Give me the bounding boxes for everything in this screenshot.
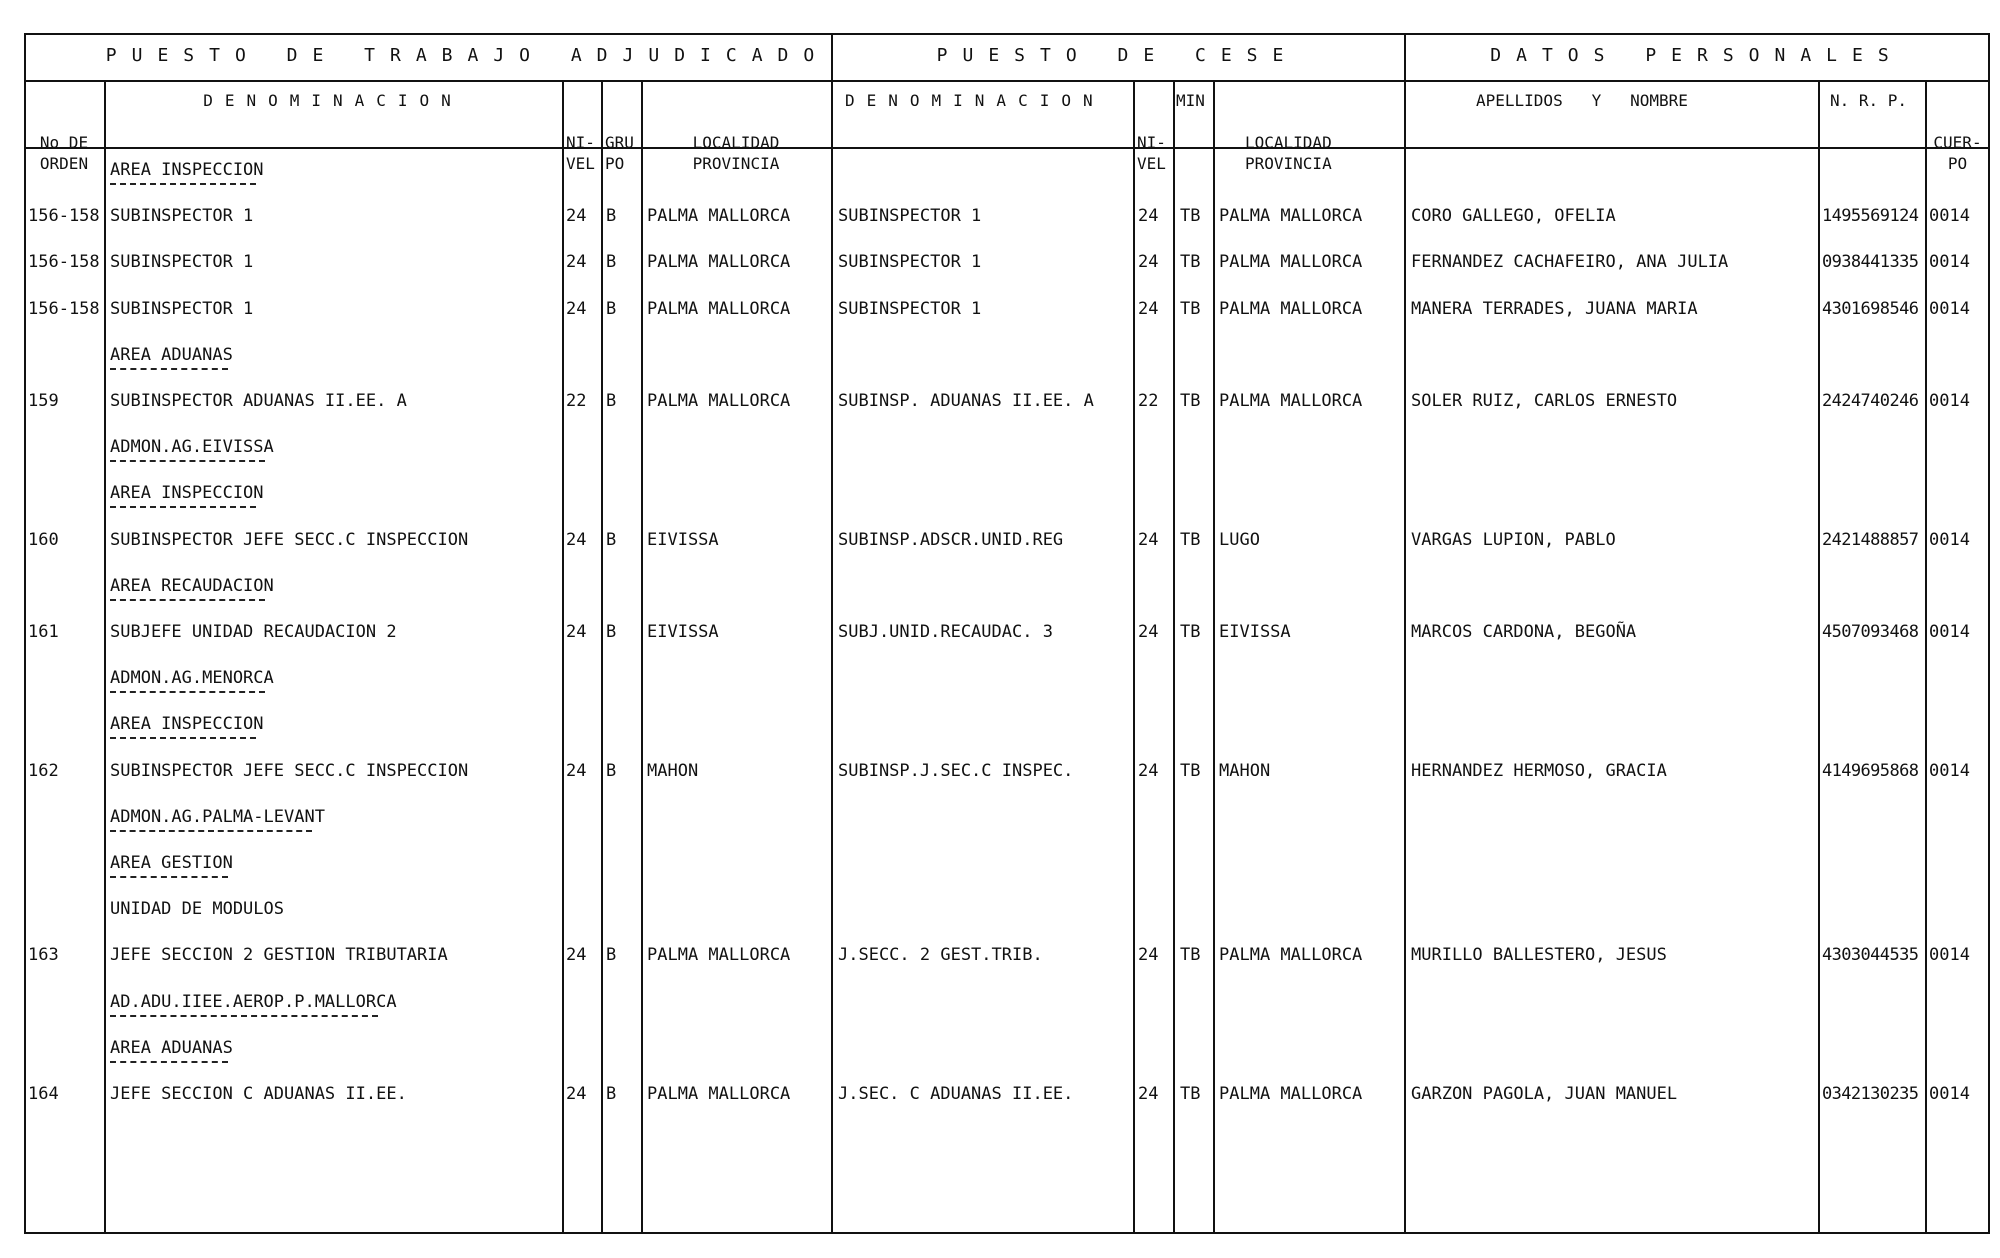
cell-grupo: B (606, 206, 617, 226)
column-separator (1818, 80, 1820, 1234)
cell-nrp: 4149695868 (1822, 761, 1919, 781)
cell-nombre: VARGAS LUPION, PABLO (1411, 530, 1616, 550)
cell-nombre: MARCOS CARDONA, BEGOÑA (1411, 622, 1637, 642)
header-min: MIN (1176, 91, 1205, 110)
section-label: AREA RECAUDACION (110, 576, 274, 596)
cell-cuerpo: 0014 (1929, 761, 1970, 781)
section-label: AREA ADUANAS (110, 345, 233, 365)
cell-nombre: HERNANDEZ HERMOSO, GRACIA (1411, 761, 1667, 781)
column-separator (641, 80, 643, 1234)
section-label: AREA GESTION (110, 853, 233, 873)
section-label: ADMON.AG.EIVISSA (110, 437, 274, 457)
section-underline (110, 183, 256, 185)
cell-nivel-cese: 24 (1138, 945, 1159, 965)
column-separator (562, 80, 564, 1234)
column-header-rule (24, 147, 1990, 149)
cell-nrp: 1495569124 (1822, 206, 1919, 226)
cell-denom-adj: JEFE SECCION 2 GESTION TRIBUTARIA (110, 945, 448, 965)
header-apellidos-nombre: APELLIDOS Y NOMBRE (1476, 91, 1688, 110)
column-separator (104, 80, 106, 1234)
cell-min: TB (1180, 622, 1201, 642)
cell-loc-cese: PALMA MALLORCA (1219, 391, 1363, 411)
group-separator (1404, 33, 1406, 1234)
cell-nombre: CORO GALLEGO, OFELIA (1411, 206, 1616, 226)
cell-nombre: MANERA TERRADES, JUANA MARIA (1411, 299, 1698, 319)
cell-denom-adj: SUBINSPECTOR 1 (110, 299, 254, 319)
header-localidad-cese: LOCALIDAD PROVINCIA (1245, 133, 1332, 173)
column-separator (1173, 80, 1175, 1234)
cell-nivel-cese: 24 (1138, 1084, 1159, 1104)
cell-min: TB (1180, 945, 1201, 965)
cell-orden: 160 (28, 530, 59, 550)
cell-loc-adj: PALMA MALLORCA (647, 391, 791, 411)
group-header-cese: PUESTO DE CESE (936, 45, 1299, 66)
cell-denom-cese: J.SEC. C ADUANAS II.EE. (838, 1084, 1074, 1104)
section-label: ADMON.AG.PALMA-LEVANT (110, 807, 325, 827)
section-label: AREA INSPECCION (110, 160, 264, 180)
cell-cuerpo: 0014 (1929, 391, 1970, 411)
cell-denom-cese: J.SECC. 2 GEST.TRIB. (838, 945, 1043, 965)
section-underline (110, 460, 265, 462)
cell-loc-adj: PALMA MALLORCA (647, 206, 791, 226)
section-label: UNIDAD DE MODULOS (110, 899, 284, 919)
cell-denom-adj: SUBINSPECTOR JEFE SECC.C INSPECCION (110, 761, 469, 781)
cell-loc-adj: PALMA MALLORCA (647, 945, 791, 965)
group-header-personales: DATOS PERSONALES (1490, 45, 1904, 66)
section-label: AREA INSPECCION (110, 483, 264, 503)
section-underline (110, 506, 256, 508)
header-denominacion-cese: DENOMINACION (845, 91, 1105, 110)
cell-orden: 161 (28, 622, 59, 642)
section-underline (110, 368, 228, 370)
cell-loc-cese: PALMA MALLORCA (1219, 252, 1363, 272)
cell-grupo: B (606, 391, 617, 411)
header-cuerpo: CUER- PO (1933, 133, 1982, 173)
cell-nivel-cese: 22 (1138, 391, 1159, 411)
cell-min: TB (1180, 1084, 1201, 1104)
section-underline (110, 599, 265, 601)
cell-loc-cese: LUGO (1219, 530, 1260, 550)
cell-cuerpo: 0014 (1929, 622, 1970, 642)
cell-denom-adj: SUBINSPECTOR 1 (110, 252, 254, 272)
header-nivel-adjudicado: NI- VEL (566, 133, 595, 173)
cell-nrp: 0342130235 (1822, 1084, 1919, 1104)
cell-denom-adj: JEFE SECCION C ADUANAS II.EE. (110, 1084, 407, 1104)
cell-denom-cese: SUBINSPECTOR 1 (838, 206, 982, 226)
cell-nrp: 4507093468 (1822, 622, 1919, 642)
cell-nivel-adj: 24 (566, 761, 587, 781)
cell-denom-adj: SUBINSPECTOR JEFE SECC.C INSPECCION (110, 530, 469, 550)
column-separator (1133, 80, 1135, 1234)
cell-orden: 156-158 (28, 252, 100, 272)
cell-orden: 159 (28, 391, 59, 411)
header-denominacion-adjudicado: DENOMINACION (203, 91, 463, 110)
cell-denom-cese: SUBINSP.ADSCR.UNID.REG (838, 530, 1064, 550)
section-label: ADMON.AG.MENORCA (110, 668, 274, 688)
column-separator (601, 80, 603, 1234)
cell-nivel-cese: 24 (1138, 252, 1159, 272)
cell-cuerpo: 0014 (1929, 206, 1970, 226)
section-underline (110, 737, 256, 739)
cell-min: TB (1180, 252, 1201, 272)
section-label: AD.ADU.IIEE.AEROP.P.MALLORCA (110, 992, 397, 1012)
cell-nivel-cese: 24 (1138, 622, 1159, 642)
group-header-adjudicado: PUESTO DE TRABAJO ADJUDICADO (105, 45, 830, 66)
cell-min: TB (1180, 299, 1201, 319)
group-header-rule (24, 80, 1990, 82)
cell-loc-adj: PALMA MALLORCA (647, 1084, 791, 1104)
cell-loc-adj: MAHON (647, 761, 699, 781)
cell-nivel-cese: 24 (1138, 299, 1159, 319)
cell-denom-cese: SUBINSP.J.SEC.C INSPEC. (838, 761, 1074, 781)
header-grupo: GRU PO (605, 133, 634, 173)
cell-nivel-adj: 24 (566, 1084, 587, 1104)
cell-grupo: B (606, 761, 617, 781)
cell-nombre: SOLER RUIZ, CARLOS ERNESTO (1411, 391, 1678, 411)
cell-grupo: B (606, 299, 617, 319)
cell-min: TB (1180, 761, 1201, 781)
cell-min: TB (1180, 391, 1201, 411)
cell-nivel-adj: 24 (566, 206, 587, 226)
cell-cuerpo: 0014 (1929, 945, 1970, 965)
cell-nrp: 2424740246 (1822, 391, 1919, 411)
cell-denom-cese: SUBINSPECTOR 1 (838, 299, 982, 319)
cell-nivel-adj: 24 (566, 530, 587, 550)
cell-loc-cese: PALMA MALLORCA (1219, 1084, 1363, 1104)
cell-nombre: MURILLO BALLESTERO, JESUS (1411, 945, 1667, 965)
cell-nrp: 4301698546 (1822, 299, 1919, 319)
section-underline (110, 830, 312, 832)
cell-denom-cese: SUBINSP. ADUANAS II.EE. A (838, 391, 1094, 411)
cell-loc-adj: PALMA MALLORCA (647, 252, 791, 272)
cell-orden: 156-158 (28, 206, 100, 226)
cell-nivel-adj: 22 (566, 391, 587, 411)
cell-denom-adj: SUBINSPECTOR ADUANAS II.EE. A (110, 391, 407, 411)
cell-nivel-cese: 24 (1138, 206, 1159, 226)
header-localidad-adjudicado: LOCALIDAD PROVINCIA (692, 133, 780, 173)
cell-denom-adj: SUBINSPECTOR 1 (110, 206, 254, 226)
cell-grupo: B (606, 1084, 617, 1104)
section-underline (110, 1015, 378, 1017)
cell-loc-cese: PALMA MALLORCA (1219, 299, 1363, 319)
cell-nivel-cese: 24 (1138, 761, 1159, 781)
cell-nrp: 0938441335 (1822, 252, 1919, 272)
cell-nivel-cese: 24 (1138, 530, 1159, 550)
cell-orden: 164 (28, 1084, 59, 1104)
cell-denom-cese: SUBJ.UNID.RECAUDAC. 3 (838, 622, 1053, 642)
cell-loc-cese: EIVISSA (1219, 622, 1291, 642)
section-underline (110, 691, 265, 693)
cell-loc-adj: EIVISSA (647, 530, 719, 550)
section-label: AREA INSPECCION (110, 714, 264, 734)
cell-nivel-adj: 24 (566, 622, 587, 642)
cell-cuerpo: 0014 (1929, 299, 1970, 319)
cell-nivel-adj: 24 (566, 252, 587, 272)
section-underline (110, 1061, 228, 1063)
cell-denom-cese: SUBINSPECTOR 1 (838, 252, 982, 272)
group-separator (831, 33, 833, 1234)
header-nrp: N. R. P. (1830, 91, 1908, 110)
cell-denom-adj: SUBJEFE UNIDAD RECAUDACION 2 (110, 622, 397, 642)
section-underline (110, 876, 228, 878)
cell-nombre: GARZON PAGOLA, JUAN MANUEL (1411, 1084, 1678, 1104)
header-nivel-cese: NI- VEL (1137, 133, 1166, 173)
column-separator (1213, 80, 1215, 1234)
cell-grupo: B (606, 945, 617, 965)
header-orden: No DE ORDEN (39, 133, 89, 173)
cell-loc-cese: PALMA MALLORCA (1219, 945, 1363, 965)
cell-orden: 163 (28, 945, 59, 965)
section-label: AREA ADUANAS (110, 1038, 233, 1058)
cell-loc-adj: EIVISSA (647, 622, 719, 642)
cell-nrp: 4303044535 (1822, 945, 1919, 965)
cell-loc-cese: MAHON (1219, 761, 1271, 781)
cell-cuerpo: 0014 (1929, 530, 1970, 550)
cell-min: TB (1180, 530, 1201, 550)
cell-grupo: B (606, 530, 617, 550)
column-separator (1925, 80, 1927, 1234)
cell-grupo: B (606, 622, 617, 642)
cell-nrp: 2421488857 (1822, 530, 1919, 550)
cell-orden: 162 (28, 761, 59, 781)
cell-loc-adj: PALMA MALLORCA (647, 299, 791, 319)
cell-nivel-adj: 24 (566, 945, 587, 965)
cell-grupo: B (606, 252, 617, 272)
cell-cuerpo: 0014 (1929, 1084, 1970, 1104)
cell-min: TB (1180, 206, 1201, 226)
cell-cuerpo: 0014 (1929, 252, 1970, 272)
cell-orden: 156-158 (28, 299, 100, 319)
cell-loc-cese: PALMA MALLORCA (1219, 206, 1363, 226)
cell-nivel-adj: 24 (566, 299, 587, 319)
cell-nombre: FERNANDEZ CACHAFEIRO, ANA JULIA (1411, 252, 1729, 272)
